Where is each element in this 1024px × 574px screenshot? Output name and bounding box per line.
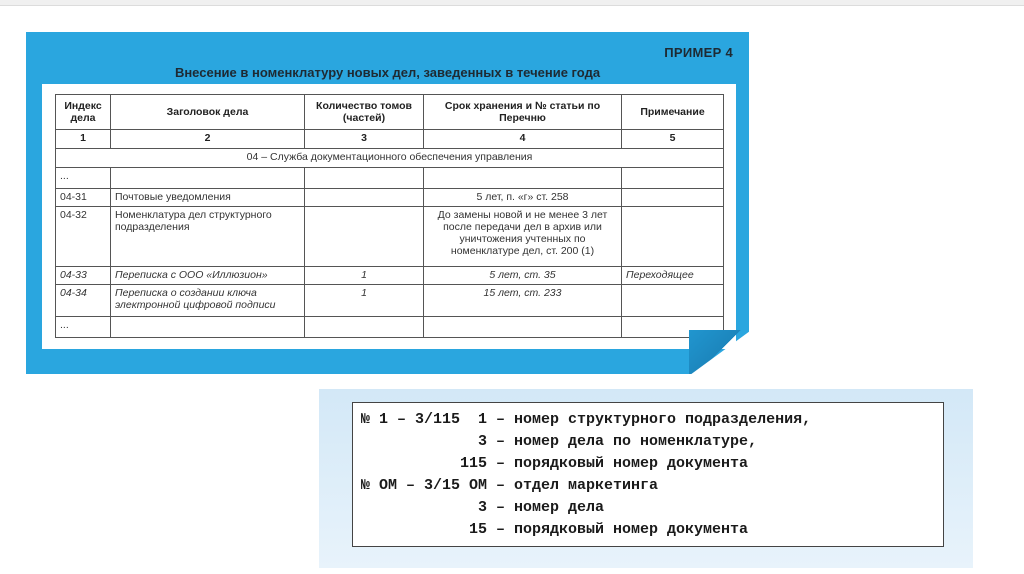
example-card [26, 32, 749, 374]
nomenclature-table [55, 94, 724, 338]
numbering-line: 15 – порядковый номер документа [361, 521, 749, 538]
row-note [622, 168, 724, 189]
row-storage: До замены новой и не менее 3 лет после передачи дел в архив или уничтожения учтенных по номенклатуре дел, ст. 200 (1) [424, 207, 622, 267]
header-index: Индекс дела [56, 95, 111, 130]
numbering-box [352, 402, 944, 547]
row-note [622, 207, 724, 267]
table-sheet [42, 84, 736, 349]
table-row [56, 317, 724, 338]
row-storage [424, 317, 622, 338]
section-title: 04 – Служба документационного обеспечения управления [56, 149, 724, 168]
row-index: 04-31 [56, 189, 111, 207]
row-storage [424, 168, 622, 189]
page-fold [690, 331, 750, 375]
table-row [56, 285, 724, 317]
row-title: Переписка с ООО «Иллюзион» [111, 267, 305, 285]
table-row [56, 189, 724, 207]
header-volumes: Количество томов (частей) [305, 95, 424, 130]
header-storage: Срок хранения и № статьи по Перечню [424, 95, 622, 130]
row-volumes [305, 168, 424, 189]
numbering-line: 115 – порядковый номер документа [361, 455, 749, 472]
table-row [56, 267, 724, 285]
row-title: Переписка о создании ключа электронной цифровой подписи [111, 285, 305, 317]
section-row [56, 149, 724, 168]
row-volumes [305, 189, 424, 207]
column-number: 5 [622, 130, 724, 149]
row-title: Почтовые уведомления [111, 189, 305, 207]
row-storage: 5 лет, п. «г» ст. 258 [424, 189, 622, 207]
row-volumes [305, 207, 424, 267]
column-number: 2 [111, 130, 305, 149]
example-label: ПРИМЕР 4 [664, 45, 733, 60]
row-storage: 15 лет, ст. 233 [424, 285, 622, 317]
row-volumes [305, 317, 424, 338]
table-header-row [56, 95, 724, 130]
header-title: Заголовок дела [111, 95, 305, 130]
column-number: 1 [56, 130, 111, 149]
row-index: 04-34 [56, 285, 111, 317]
row-index: ... [56, 317, 111, 338]
example-title: Внесение в номенклатуру новых дел, заведенных в течение года [174, 65, 601, 80]
row-index: ... [56, 168, 111, 189]
row-note [622, 285, 724, 317]
table-row [56, 207, 724, 267]
row-note [622, 189, 724, 207]
numbering-line: 3 – номер дела по номенклатуре, [361, 433, 758, 450]
row-title: Номенклатура дел структурного подразделения [111, 207, 305, 267]
row-storage: 5 лет, ст. 35 [424, 267, 622, 285]
row-title [111, 317, 305, 338]
row-volumes: 1 [305, 285, 424, 317]
numbering-line: 3 – номер дела [361, 499, 605, 516]
column-number: 3 [305, 130, 424, 149]
row-title [111, 168, 305, 189]
row-volumes: 1 [305, 267, 424, 285]
header-note: Примечание [622, 95, 724, 130]
numbering-line: № 1 – 3/115 1 – номер структурного подразделения, [361, 411, 812, 428]
column-number-row [56, 130, 724, 149]
row-note: Переходящее [622, 267, 724, 285]
row-index: 04-32 [56, 207, 111, 267]
numbering-line: № ОМ – 3/15 ОМ – отдел маркетинга [361, 477, 659, 494]
column-number: 4 [424, 130, 622, 149]
top-divider [0, 0, 1024, 6]
row-index: 04-33 [56, 267, 111, 285]
table-row [56, 168, 724, 189]
